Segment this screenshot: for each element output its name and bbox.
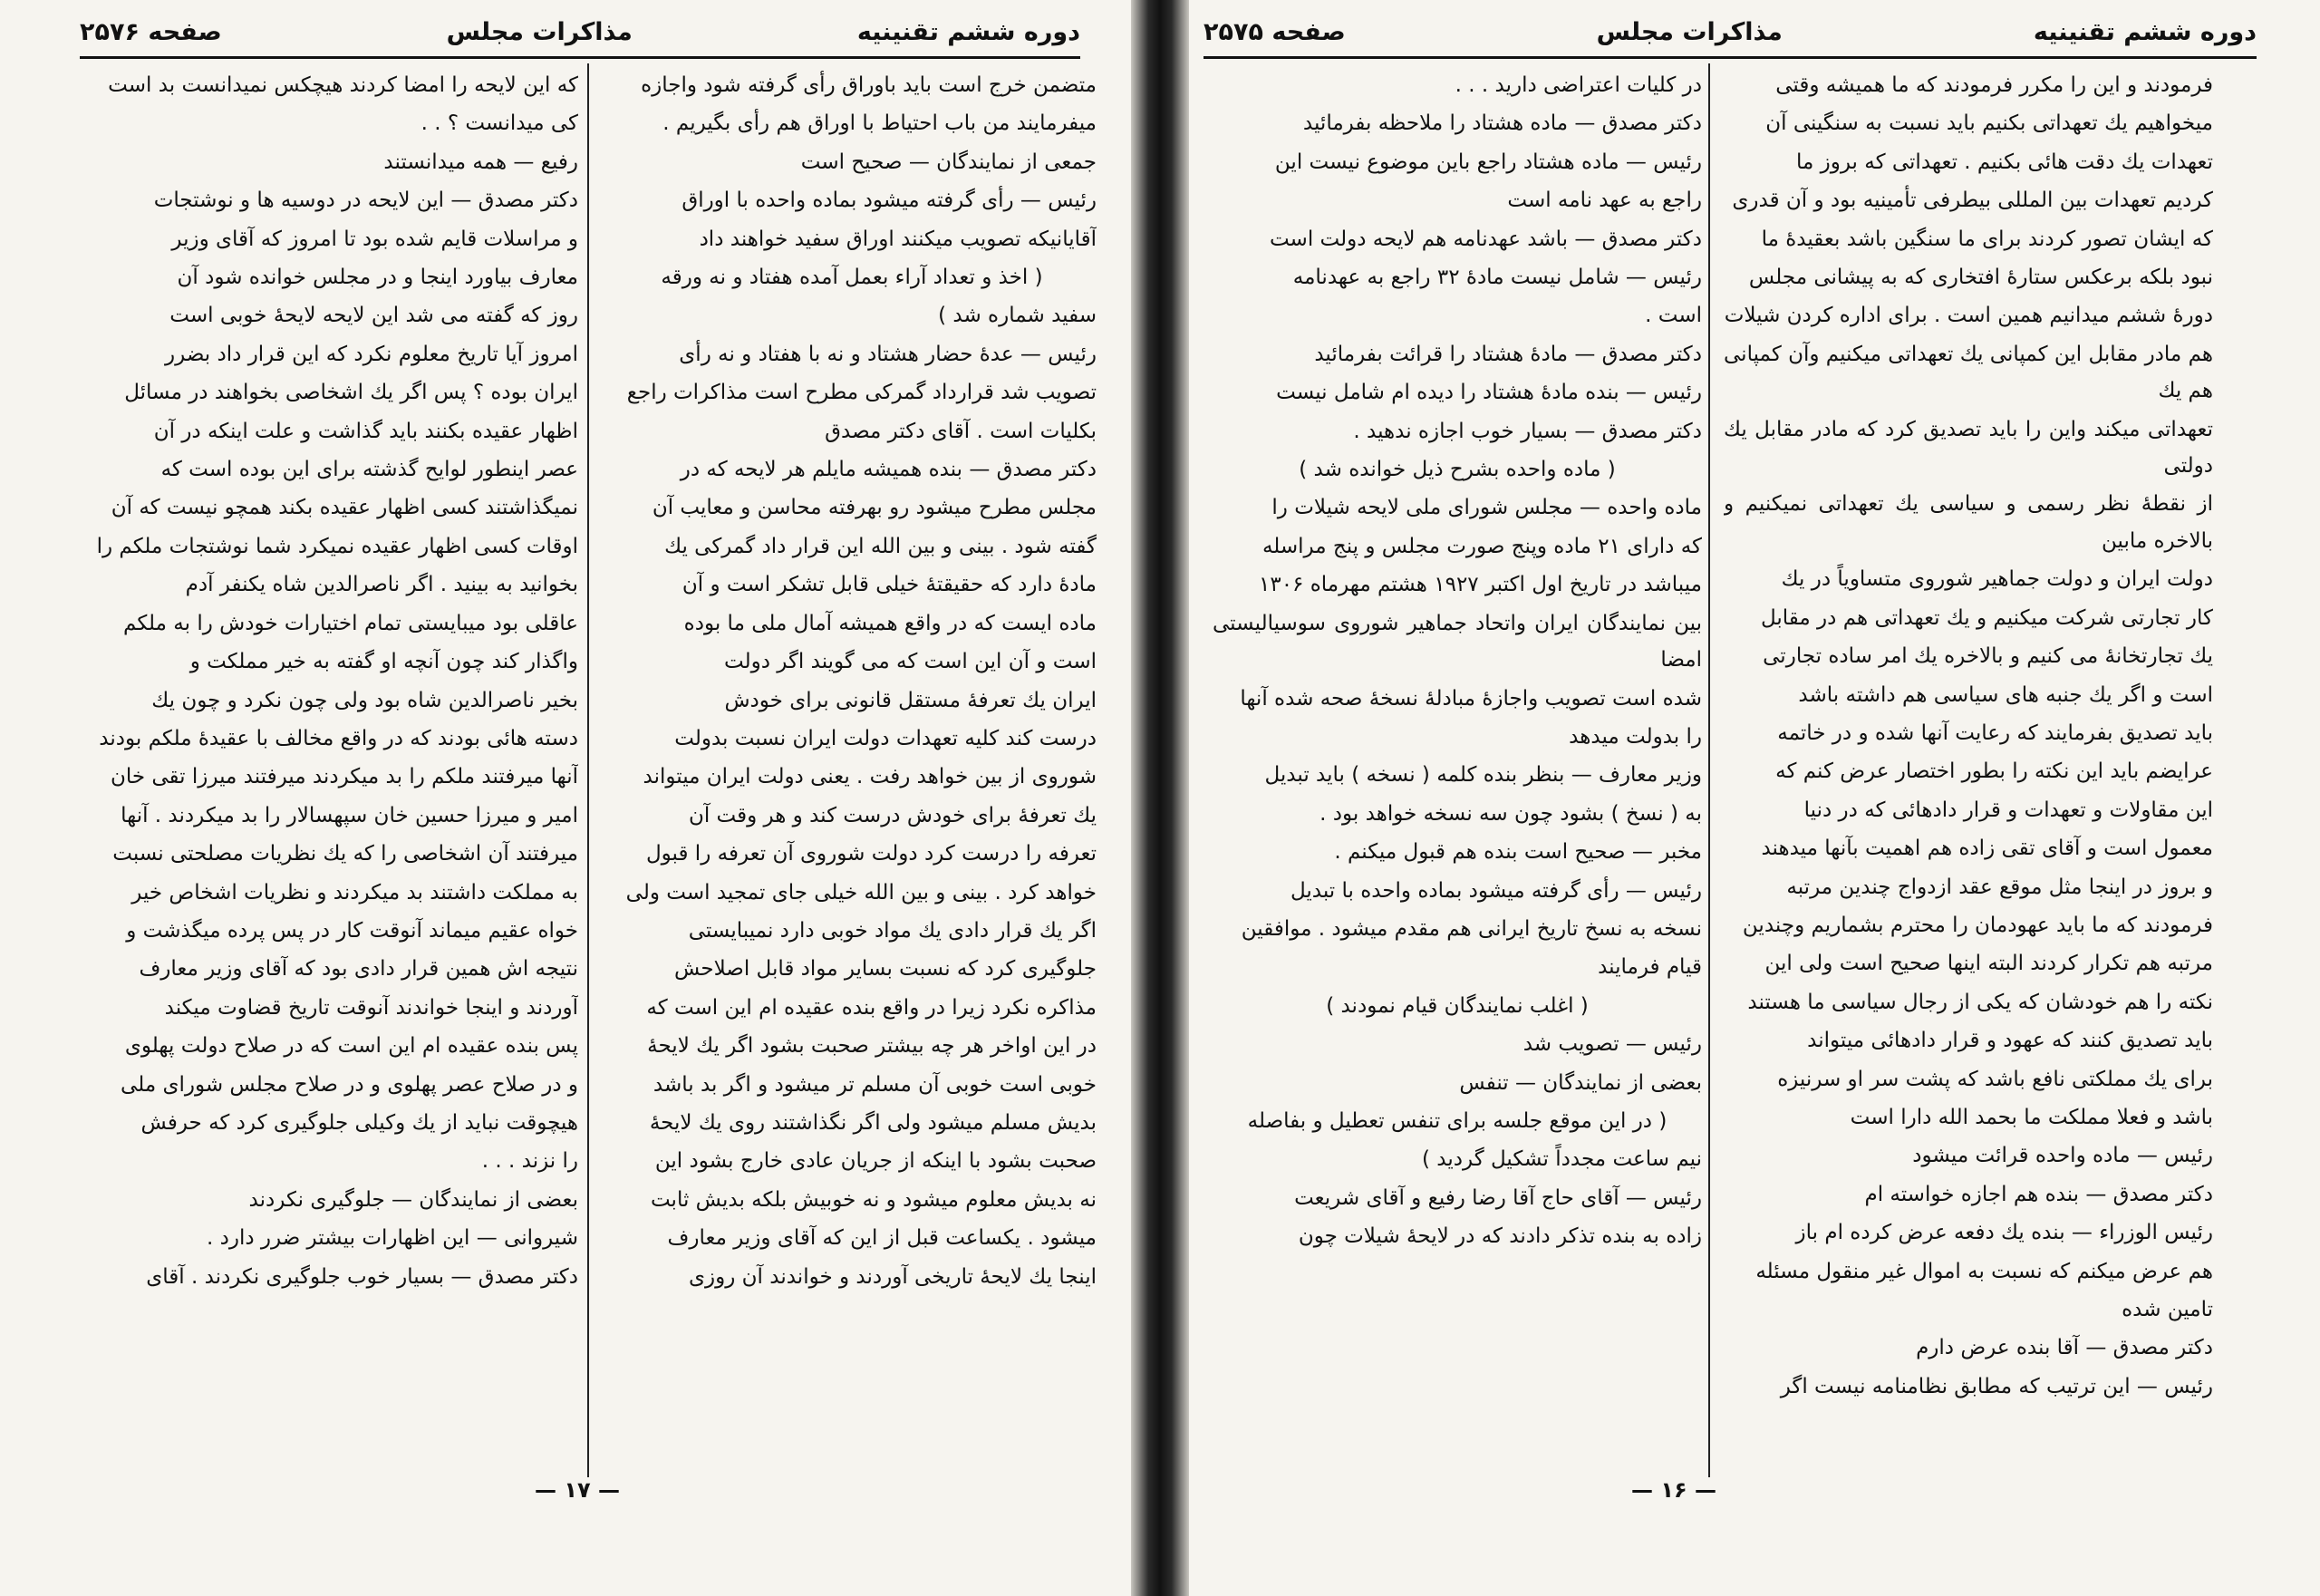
text-line: میرفتند آن اشخاصی را که یك نظریات مصلحتی نسبت <box>112 842 578 866</box>
text-line: کردیم تعهدات بین المللی بیطرفی تأمینیه بود و آن قدری <box>1732 189 2213 213</box>
text-line: اظهار عقیده بکنند باید گذاشت و علت اینکه در آن <box>153 419 578 443</box>
text-line: خوبی است خوبی آن مسلم تر میشود و اگر بد باشد <box>652 1072 1097 1097</box>
text-line: دکتر مصدق — بسیار خوب جلوگیری نکردند . آقای <box>146 1264 578 1289</box>
right-page-column-divider <box>1708 63 1710 1477</box>
text-line: دکتر مصدق — بنده همیشه مایلم هر لایحه که در <box>680 458 1097 482</box>
text-line: فرمودند که ما باید عهودمان را محترم بشماریم وچندین <box>1742 913 2213 937</box>
text-line: و مراسلات قایم شده بود تا امروز که آقای وزیر <box>171 227 578 251</box>
text-line: تصویب شد قرارداد گمرکی مطرح است مذاکرات راجع <box>626 381 1097 405</box>
text-line: دکتر مصدق — ماده هشتاد را ملاحظه بفرمائید <box>1302 111 1702 136</box>
text-line: سفید شماره شد ) <box>938 304 1097 328</box>
text-line: شده است تصویب واجازهٔ مبادلهٔ نسخهٔ صحه شده آنها <box>1240 686 1702 711</box>
text-line: واگذار کند چون آنچه او گفته به خیر مملکت و <box>189 650 578 674</box>
left-page-header <box>80 9 1080 54</box>
text-line: ایران بوده ؟ پس اگر یك اشخاصی بخواهند در مسائل <box>124 381 578 405</box>
text-line: کی میدانست ؟ . . <box>420 111 578 136</box>
text-line: مادهٔ دارد که حقیقتهٔ خیلی قابل تشکر است و آن <box>682 573 1097 597</box>
left-header-session: دوره ششم تقنینیه <box>856 17 1080 46</box>
text-line: خواهد کرد . بینی و بین الله خیلی جای تمجید است ولی <box>625 880 1097 904</box>
text-line: از نقطهٔ نظر رسمی و سیاسی یك تعهداتی نمیکنیم و بالاخره مابین <box>1724 492 2213 553</box>
text-line: زاده به بنده تذکر دادند که در لایحهٔ شیلات چون <box>1298 1224 1702 1249</box>
text-line: نتیجه اش همین قرار دادی بود که آقای وزیر معارف <box>139 957 578 982</box>
text-line: بین نمایندگان ایران واتحاد جماهیر شوروی سوسیالیستی امضا <box>1213 611 1702 672</box>
text-line: در این اواخر هر چه بیشتر صحبت بشود اگر یك لایحهٔ <box>647 1034 1097 1059</box>
text-line: ایران یك تعرفهٔ مستقل قانونی برای خودش <box>724 688 1097 712</box>
text-line: تعهدات یك دقت هائی بکنیم . تعهداتی که بروز ما <box>1796 150 2213 174</box>
text-line: راجع به عهد نامه است <box>1507 189 1702 213</box>
text-line: که دارای ۲۱ ماده وپنج صورت مجلس و پنج مراسله <box>1262 534 1702 558</box>
text-line: معمول است و آقای تقی زاده هم اهمیت بآنها میدهند <box>1761 837 2213 861</box>
text-line: قیام فرمایند <box>1598 955 1702 980</box>
left-page-right-column <box>607 67 1097 1481</box>
text-line: رئیس — رأی گرفته میشود بماده واحده با تبدیل <box>1290 878 1702 903</box>
right-header-rule <box>1204 56 2257 59</box>
text-line: فرمودند و این را مکرر فرمودند که ما همیشه وقتی <box>1775 73 2213 97</box>
text-line: درست کند کلیه تعهدات دولت ایران نسبت بدولت <box>674 726 1097 750</box>
text-line: گفته شود . بینی و بین الله این قرار داد گمرکی یك <box>664 534 1097 558</box>
text-line: بخیر ناصرالدین شاه بود ولی چون نکرد و چون یك <box>151 688 578 712</box>
text-line: نیم ساعت مجدداً تشکیل گردید ) <box>1422 1147 1702 1172</box>
right-header-title: مذاکرات مجلس <box>1596 17 1783 46</box>
left-header-rule <box>80 56 1080 59</box>
text-line: رفیع — همه میدانستند <box>383 150 578 174</box>
text-line: بعضی از نمایندگان — جلوگیری نکردند <box>248 1187 578 1212</box>
text-line: شوروی از بین خواهد رفت . یعنی دولت ایران میتواند <box>643 765 1097 789</box>
text-line: اوقات کسی اظهار عقیده نمیکرد شما نوشتجات ملکم را <box>96 534 578 558</box>
text-line: تعرفه را درست کرد دولت شوروی آن تعرفه را قبول <box>645 842 1097 866</box>
text-line: و بروز در اینجا مثل موقع عقد ازدواج چندین مرتبه <box>1786 875 2213 899</box>
text-line: دکتر مصدق — این لایحه در دوسیه ها و نوشتجات <box>153 189 578 213</box>
text-line: یك تجارتخانهٔ می کنیم و بالاخره یك امر ساده تجارتی <box>1763 644 2213 669</box>
text-line: به مملکت داشتند بد میکردند و نظریات اشخاص خیر <box>131 880 578 904</box>
text-line: رئیس — عدهٔ حضار هشتاد و نه با هفتاد و نه رأی <box>679 342 1097 366</box>
text-line: دکتر مصدق — بسیار خوب اجازه ندهید . <box>1353 419 1702 443</box>
text-line: به ( نسخ ) بشود چون سه نسخه خواهد بود . <box>1320 801 1702 826</box>
text-line: مجلس مطرح میشود رو بهرفته محاسن و معایب آن <box>652 496 1097 520</box>
text-line: رئیس — این ترتیب که مطابق نظامنامه نیست اگر <box>1780 1374 2213 1398</box>
text-line: دکتر مصدق — مادهٔ هشتاد را قرائت بفرمائید <box>1314 342 1702 366</box>
text-line: بعضی از نمایندگان — تنفس <box>1459 1070 1702 1095</box>
text-line: رئیس — ماده هشتاد راجع باین موضوع نیست این <box>1274 150 1702 174</box>
text-line: تعهداتی میکند واین را باید تصدیق کرد که مادر مقابل یك دولتی <box>1724 417 2213 479</box>
text-line: عرایضم باید این نکته را بطور اختصار عرض کنم که <box>1775 759 2213 784</box>
book-gutter <box>1131 0 1189 1596</box>
text-line: دکتر مصدق — باشد عهدنامه هم لایحه دولت است <box>1269 227 1702 251</box>
text-line: دکتر مصدق — بنده هم اجازه خواسته ام <box>1864 1182 2213 1206</box>
text-line: میشود . یکساعت قبل از این که آقای وزیر معارف <box>667 1226 1097 1251</box>
text-line: باید تصدیق بفرمایند که رعایت آنها شده و در خاتمه <box>1777 721 2213 745</box>
text-line: رئیس — بنده مادهٔ هشتاد را دیده ام شامل نیست <box>1276 381 1702 405</box>
text-line: رئیس — آقای حاج آقا رضا رفیع و آقای شریعت <box>1294 1185 1702 1210</box>
text-line: رئیس الوزراء — بنده یك دفعه عرض کرده ام باز <box>1795 1221 2213 1245</box>
text-line: ( اخذ و تعداد آراء بعمل آمده هفتاد و نه ورقه <box>661 266 1043 290</box>
left-header-title: مذاکرات مجلس <box>446 17 633 46</box>
right-header-page-label: صفحه ۲۵۷۵ <box>1204 17 1346 46</box>
text-line: امروز آیا تاریخ معلوم نکرد که این قرار داد بضرر <box>165 342 578 366</box>
right-page-folio: — ۱۶ — <box>1631 1477 1717 1503</box>
text-line: ( اغلب نمایندگان قیام نمودند ) <box>1326 993 1589 1018</box>
text-line: ماده ایست که در واقع همیشه آمال ملی ما بوده <box>683 611 1097 635</box>
text-line: آنها میرفتند ملکم را بد میکردند میرفتند میرزا تقی خان <box>110 765 578 789</box>
text-line: ( ماده واحده بشرح ذیل خوانده شد ) <box>1299 458 1616 482</box>
text-line: جلوگیری کرد که نسبت بسایر مواد قابل اصلاحش <box>674 957 1097 982</box>
text-line: پس بنده عقیده ام این است که در صلاح دولت پهلوی <box>124 1034 578 1059</box>
text-line: که این لایحه را امضا کردند هیچکس نمیدانست بد است <box>108 73 578 97</box>
text-line: باید تصدیق کنند که عهود و قرار دادهائی میتواند <box>1807 1029 2213 1053</box>
text-line: که ایشان تصور کردند برای ما سنگین باشد بعقیدهٔ ما <box>1761 227 2213 251</box>
text-line: رئیس — شامل نیست مادهٔ ۳۲ راجع به عهدنامه <box>1292 266 1702 290</box>
text-line: معارف بیاورد اینجا و در مجلس خوانده شود آن <box>177 266 578 290</box>
right-page-right-column <box>1724 67 2213 1481</box>
text-line: نمیگذاشتند کسی اظهار عقیده بکند همچو نیست که آن <box>111 496 578 520</box>
text-line: ماده واحده — مجلس شورای ملی لایحه شیلات را <box>1271 496 1702 520</box>
text-line: امیر و میرزا حسین خان سپهسالار را بد میکردند . آنها <box>121 803 578 827</box>
left-header-page-label: صفحه ۲۵۷۶ <box>80 17 222 46</box>
text-line: رئیس — تصویب شد <box>1522 1032 1702 1057</box>
text-line: اینجا یك لایحهٔ تاریخی آوردند و خواندند آن روزی <box>689 1264 1097 1289</box>
text-line: یك تعرفهٔ برای خودش درست کند و هر وقت آن <box>688 803 1097 827</box>
text-line: میباشد در تاریخ اول اکتبر ۱۹۲۷ هشتم مهرماه ۱۳۰۶ <box>1258 573 1702 597</box>
text-line: بدیش مسلم میشود ولی اگر نگذاشتند روی یك لایحهٔ <box>649 1110 1097 1135</box>
text-line: آقایانیکه تصویب میکنند اوراق سفید خواهند داد <box>699 227 1097 251</box>
text-line: دولت ایران و دولت جماهیر شوروی متساویاً در یك <box>1781 567 2213 592</box>
right-page-left-column <box>1213 67 1702 1481</box>
text-line: هم مادر مقابل این کمپانی یك تعهداتی میکنیم وآن کمپانی هم یك <box>1724 342 2213 403</box>
text-line: نکته را هم خودشان که یکی از رجال سیاسی ما هستند <box>1747 990 2213 1014</box>
text-line: متضمن خرج است باید باوراق رأی گرفته شود واجازه <box>641 73 1097 97</box>
text-line: باشد و فعلا مملکت ما بحمد الله دارا است <box>1850 1105 2213 1129</box>
text-line: ( در این موقع جلسه برای تنفس تعطیل و بفاصله <box>1247 1108 1668 1133</box>
text-line: هیچوقت نباید از یك وکیلی جلوگیری کرد که حرفش <box>140 1110 578 1135</box>
text-line: است . <box>1645 304 1702 328</box>
text-line: این مقاولات و تعهدات و قرار دادهائی که در دنیا <box>1803 798 2213 822</box>
left-page-folio: — ۱۷ — <box>535 1477 621 1503</box>
text-line: است و آن این است که می گویند اگر دولت <box>724 650 1097 674</box>
text-line: و در صلاح عصر پهلوی و در صلاح مجلس شورای ملی <box>121 1072 578 1097</box>
text-line: دورهٔ ششم میدانیم همین است . برای اداره کردن شیلات <box>1724 304 2213 328</box>
text-line: صحبت بشود با اینکه از جریان عادی خارج بشود این <box>654 1149 1097 1174</box>
text-line: جمعی از نمایندگان — صحیح است <box>800 150 1097 174</box>
text-line: میفرمایند من باب احتیاط با اوراق هم رأی بگیریم . <box>662 111 1097 136</box>
text-line: میخواهیم یك تعهداتی بکنیم باید نسبت به سنگینی آن <box>1765 111 2213 136</box>
text-line: اگر یك قرار دادی یك مواد خوبی دارد نمیبایستی <box>688 918 1097 943</box>
text-line: تامین شده <box>2122 1298 2213 1321</box>
text-line: بکلیات است . آقای دکتر مصدق <box>825 419 1097 443</box>
text-line: رئیس — ماده واحده قرائت میشود <box>1912 1144 2213 1168</box>
text-line: دکتر مصدق — آقا بنده عرض دارم <box>1916 1336 2213 1360</box>
text-line: در کلیات اعتراضی دارید . . . <box>1455 73 1702 97</box>
text-line: شیروانی — این اظهارات بیشتر ضرر دارد . <box>206 1226 578 1251</box>
text-line: را بدولت میدهد <box>1569 724 1702 749</box>
text-line: است و اگر یك جنبه های سیاسی هم داشته باشد <box>1798 682 2213 707</box>
text-line: رئیس — رأی گرفته میشود بماده واحده با اوراق <box>682 189 1097 213</box>
right-header-session: دوره ششم تقنینیه <box>2033 17 2257 46</box>
text-line: نبود بلکه برعکس ستارهٔ افتخاری که به پیشانی مجلس <box>1748 266 2213 290</box>
text-line: دسته هائی بودند که در واقع مخالف با عقیدهٔ ملکم بودند <box>99 726 578 750</box>
right-page-header <box>1204 9 2257 54</box>
text-line: وزیر معارف — بنظر بنده کلمه ( نسخه ) باید تبدیل <box>1264 763 1702 788</box>
text-line: کار تجارتی شرکت میکنیم و یك تعهداتی هم در مقابل <box>1760 605 2213 630</box>
text-line: بخوانید به بینید . اگر ناصرالدین شاه یکنفر آدم <box>185 573 578 597</box>
text-line: عصر اینطور لوایح گذشته برای این بوده است که <box>160 458 578 482</box>
text-line: هم عرض میکنم که نسبت به اموال غیر منقول مسئله <box>1755 1259 2213 1283</box>
text-line: خواه عقیم میماند آنوقت کار در پس پرده میگذشت و <box>126 918 578 943</box>
text-line: نه بدیش معلوم میشود و نه خوبیش بلکه بدیش ثابت <box>650 1187 1097 1212</box>
text-line: آوردند و اینجا خواندند آنوقت تاریخ قضاوت میکند <box>164 995 578 1020</box>
text-line: مخبر — صحیح است بنده هم قبول میکنم . <box>1334 840 1702 865</box>
text-line: برای یك مملکتی نافع باشد که پشت سر او سرنیزه <box>1777 1067 2213 1091</box>
text-line: روز که گفته می شد این لایحه لایحهٔ خوبی است <box>169 304 578 328</box>
left-page-column-divider <box>587 63 589 1477</box>
text-line: عاقلی بود میبایستی تمام اختیارات خودش را به ملکم <box>123 611 578 635</box>
left-page-left-column <box>89 67 578 1481</box>
text-line: را نزند . . . <box>481 1149 578 1174</box>
text-line: مذاکره نکرد زیرا در واقع بنده عقیده ام این است که <box>646 995 1097 1020</box>
text-line: نسخه به نسخ تاریخ ایرانی هم مقدم میشود . موافقین <box>1241 916 1702 941</box>
text-line: مرتبه هم تکرار کردند البته اینها صحیح است ولی این <box>1764 952 2213 976</box>
